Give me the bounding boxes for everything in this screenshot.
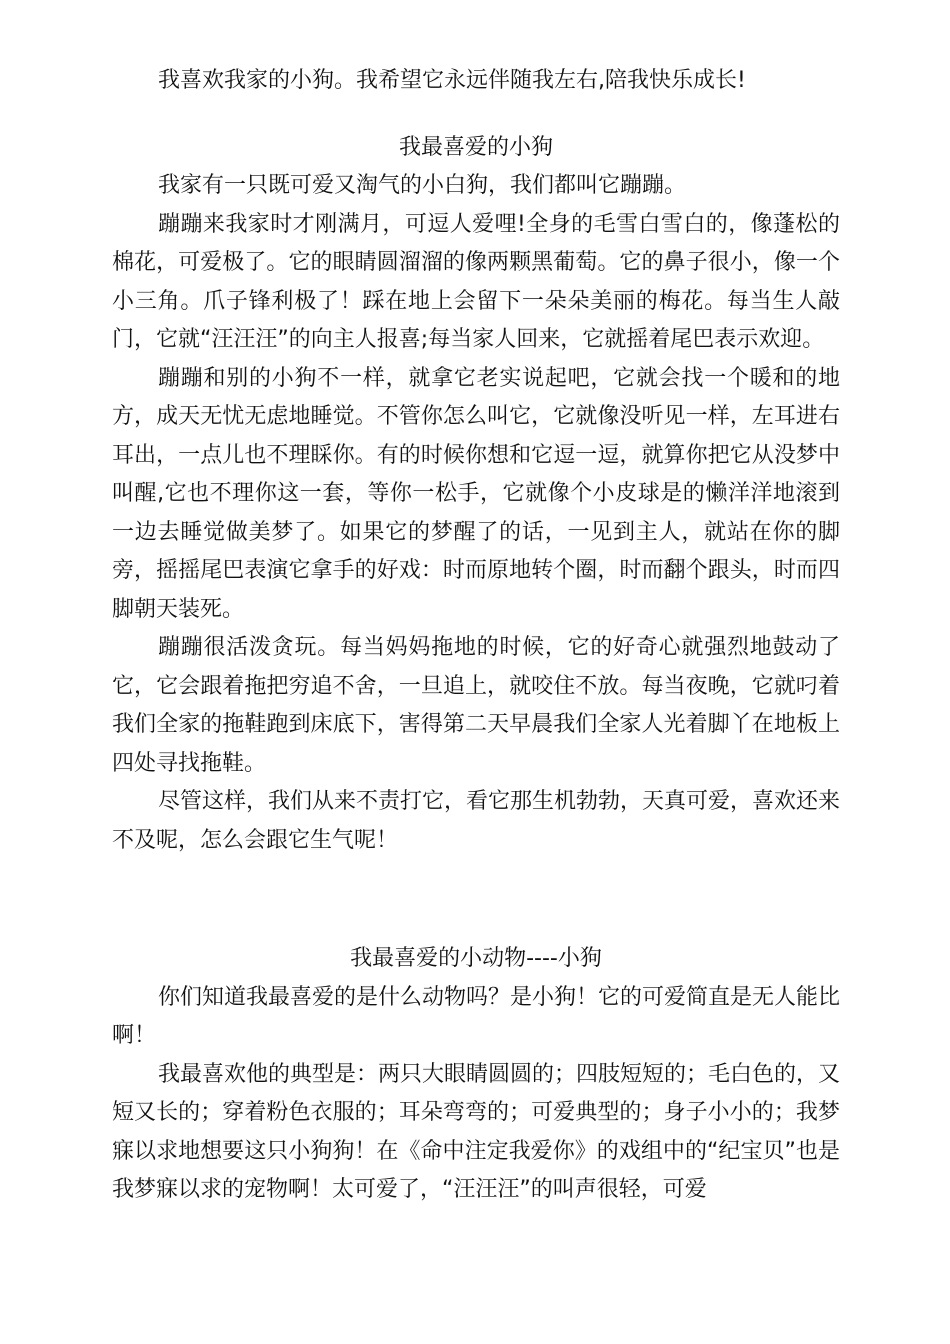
- spacer: [112, 101, 840, 129]
- essay1-paragraph-2: 蹦蹦来我家时才刚满月，可逗人爱哩!全身的毛雪白雪白的，像蓬松的棉花，可爱极了。它的眼睛圆溜溜的像两颗黑葡萄。它的鼻子很小，像一个小三角。爪子锋利极了！踩在地上会留下一朵朵美丽的梅花。每当生人敲门，它就“汪汪汪”的向主人报喜;每当家人回来，它就摇着尾巴表示欢迎。: [112, 211, 840, 352]
- essay2-title: 我最喜爱的小动物----小狗: [350, 946, 602, 971]
- essay1-paragraph-1: 我家有一只既可爱又淘气的小白狗，我们都叫它蹦蹦。: [158, 173, 687, 198]
- document-page: [112, 62, 840, 1210]
- essay1-paragraph-3: 蹦蹦和别的小狗不一样，就拿它老实说起吧，它就会找一个暖和的地方，成天无忧无虑地睡觉。不管你怎么叫它，它就像没听见一样，左耳进右耳出，一点儿也不理睬你。有的时候你想和它逗一逗，就算你把它从没梦中叫醒,它也不理你这一套，等你一松手，它就像个小皮球是的懒洋洋地滚到一边去睡觉做美梦了。如果它的梦醒了的话，一见到主人，就站在你的脚旁，摇摇尾巴表演它拿手的好戏：时而原地转个圈，时而翻个跟头，时而四脚朝天装死。: [112, 365, 840, 622]
- essay1-title: 我最喜爱的小狗: [398, 134, 553, 160]
- essay1-paragraph-4: 蹦蹦很活泼贪玩。每当妈妈拖地的时候，它的好奇心就强烈地鼓动了它，它会跟着拖把穷追不舍，一旦追上，就咬住不放。每当夜晚，它就叼着我们全家的拖鞋跑到床底下，害得第二天早晨我们全家人光着脚丫在地板上四处寻找拖鞋。: [112, 635, 840, 776]
- essay1-paragraph-5: 尽管这样，我们从来不责打它，看它那生机勃勃，天真可爱，喜欢还来不及呢，怎么会跟它生气呢！: [112, 789, 841, 853]
- essay2-paragraph-1: 你们知道我最喜爱的是什么动物吗？是小狗！它的可爱简直是无人能比啊！: [112, 984, 841, 1048]
- essay2-paragraph-2: 我最喜欢他的典型是：两只大眼睛圆圆的；四肢短短的；毛白色的，又短又长的；穿着粉色衣服的；耳朵弯弯的；可爱典型的；身子小小的；我梦寐以求地想要这只小狗狗！在《命中注定我爱你》的戏组中的“纪宝贝”也是我梦寐以求的宠物啊！太可爱了，“汪汪汪”的叫声很轻，可爱: [112, 1061, 841, 1202]
- spacer: [112, 860, 840, 940]
- intro-line: 我喜欢我家的小狗。我希望它永远伴随我左右,陪我快乐成长!: [158, 68, 746, 93]
